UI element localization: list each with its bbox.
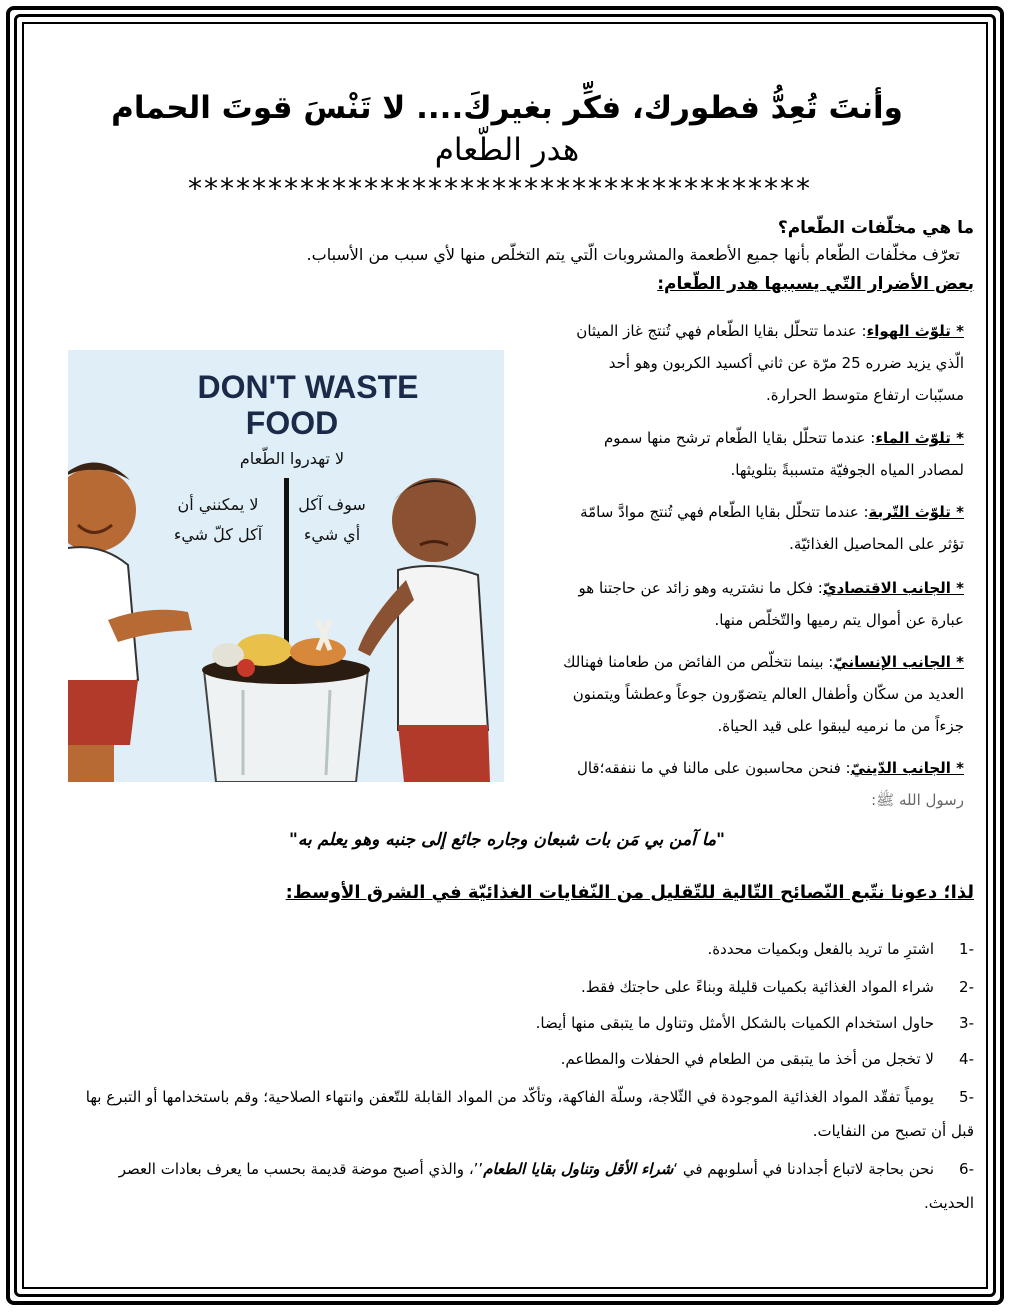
tip-text: يومياً تفقّد المواد الغذائية الموجودة في الثّلاجة، وسلّة الفاكهة، وتأكّد من المواد القابلة للتّعفن وانتهاء الصلاحية؛ وقم باستخدامها أو التبرع بها قبل أن تصبح من النفايات.	[85, 1088, 974, 1140]
harm-text: : عندما تتحلّل بقايا الطّعام فهي تُنتج غاز الميثان الّذي يزيد ضرره 25 مرّة عن ثاني أكسيد الكربون وهو أحد مسبّبات ارتفاع متوسط الحرارة.	[576, 322, 964, 404]
harm-religious	[559, 752, 964, 816]
tip-text-after: ’’، والذي أصبح موضة قديمة بحسب ما يعرف بعادات العصر الحديث.	[118, 1160, 974, 1212]
poster-arabic-caption: لا تهدروا الطّعام	[239, 449, 345, 468]
tip-item	[74, 1006, 974, 1040]
dont-waste-food-poster	[68, 350, 504, 782]
tip-number: -3	[959, 1014, 974, 1032]
definition-text: تعرّف مخلّفات الطّعام بأنها جميع الأطعمة والمشروبات الّتي يتم التخلّص منها لأي سبب من الأسباب.	[306, 245, 960, 264]
tip-item	[74, 932, 974, 966]
tip-item	[74, 970, 974, 1004]
harm-text: : عندما تتحلّل بقايا الطّعام فهي تُنتج موادَّ سامّة تؤثر على المحاصيل الغذائيّة.	[580, 503, 964, 553]
harm-text: : عندما تتحلّل بقايا الطّعام ترشح منها سموم لمصادر المياه الجوفيّة متسببةً بتلويثها.	[604, 429, 964, 479]
harm-head: * الجانب الاقتصاديّ	[822, 579, 964, 597]
left-bubble-line1: لا يمكنني أن	[177, 495, 259, 514]
tip-item	[74, 1042, 974, 1076]
harm-air	[559, 315, 964, 411]
harm-water	[559, 422, 964, 486]
harm-head: * تلوّث التّربة	[868, 503, 964, 521]
harm-text: : فكل ما نشتريه وهو زائد عن حاجتنا هو عبارة عن أموال يتم رميها والتّخلّص منها.	[578, 579, 964, 629]
tip-item	[74, 1080, 974, 1148]
star-divider: ***************************************	[188, 172, 812, 205]
harm-head: * تلوّث الهواء	[866, 322, 964, 340]
tip-number: -6	[959, 1160, 974, 1178]
page-title: وأنتَ تُعِدُّ فطورك، فكِّر بغيركَ.... لا تَنْسَ قوتَ الحمام	[111, 90, 903, 126]
tip-item	[74, 1152, 974, 1220]
question-heading: ما هي مخلّفات الطّعام؟	[777, 218, 974, 238]
tip-text: لا تخجل من أخذ ما يتبقى من الطعام في الحفلات والمطاعم.	[560, 1050, 934, 1068]
right-bubble-line2: أي شيء	[303, 525, 361, 544]
tip-number: -1	[959, 940, 974, 958]
harm-soil	[559, 496, 964, 560]
harms-heading: بعض الأضرار التّي يسببها هدر الطّعام:	[657, 274, 974, 294]
harm-tail: رسول الله ﷺ:	[871, 791, 964, 809]
tip-number: -2	[959, 978, 974, 996]
left-bubble-line2: آكل كلّ شيء	[173, 525, 263, 544]
poster-title-line2: FOOD	[245, 405, 339, 441]
poster-title-line1: DON'T WASTE	[197, 369, 419, 405]
harm-humanitarian	[559, 646, 964, 742]
right-bubble-line1: سوف آكل	[298, 495, 366, 514]
harm-economic	[559, 572, 964, 636]
harm-head: * الجانب الإنسانيّ	[833, 653, 964, 671]
tip-text-bold: شراء الأقل وتناول بقايا الطعام	[483, 1160, 674, 1178]
harm-head: * الجانب الدّينيّ	[850, 759, 964, 777]
tip-text-before: نحن بحاجة لاتباع أجدادنا في أسلوبهم في ‘	[673, 1160, 934, 1178]
tip-number: -5	[959, 1088, 974, 1106]
tip-text: حاول استخدام الكميات بالشكل الأمثل وتناول ما يتبقى منها أيضا.	[535, 1014, 934, 1032]
harm-text: : بينما نتخلّص من الفائض من طعامنا فهنالك العديد من سكّان وأطفال العالم يتضوّرون جوعاً وعطشاً ويتمنون جزءاً من ما نرميه ليبقوا على قيد الحياة.	[563, 653, 964, 735]
harm-head: * تلوّث الماء	[875, 429, 964, 447]
page-content	[40, 60, 974, 1290]
hadith-quote: "ما آمن بي مَن بات شبعان وجاره جائع إلى جنبه وهو يعلم به"	[288, 830, 725, 850]
tip-text: اشترِ ما تريد بالفعل وبكميات محددة.	[707, 940, 934, 958]
tips-heading: لذا؛ دعونا نتّبع النّصائح التّالية للتّقليل من النّفايات الغذائيّة في الشرق الأوسط:	[285, 882, 974, 903]
tip-number: -4	[959, 1050, 974, 1068]
tip-text: شراء المواد الغذائية بكميات قليلة وبناءً على حاجتك فقط.	[580, 978, 934, 996]
page-subtitle: هدر الطّعام	[434, 132, 580, 168]
harm-text: : فنحن محاسبون على مالنا في ما ننفقه؛قال	[576, 759, 851, 777]
